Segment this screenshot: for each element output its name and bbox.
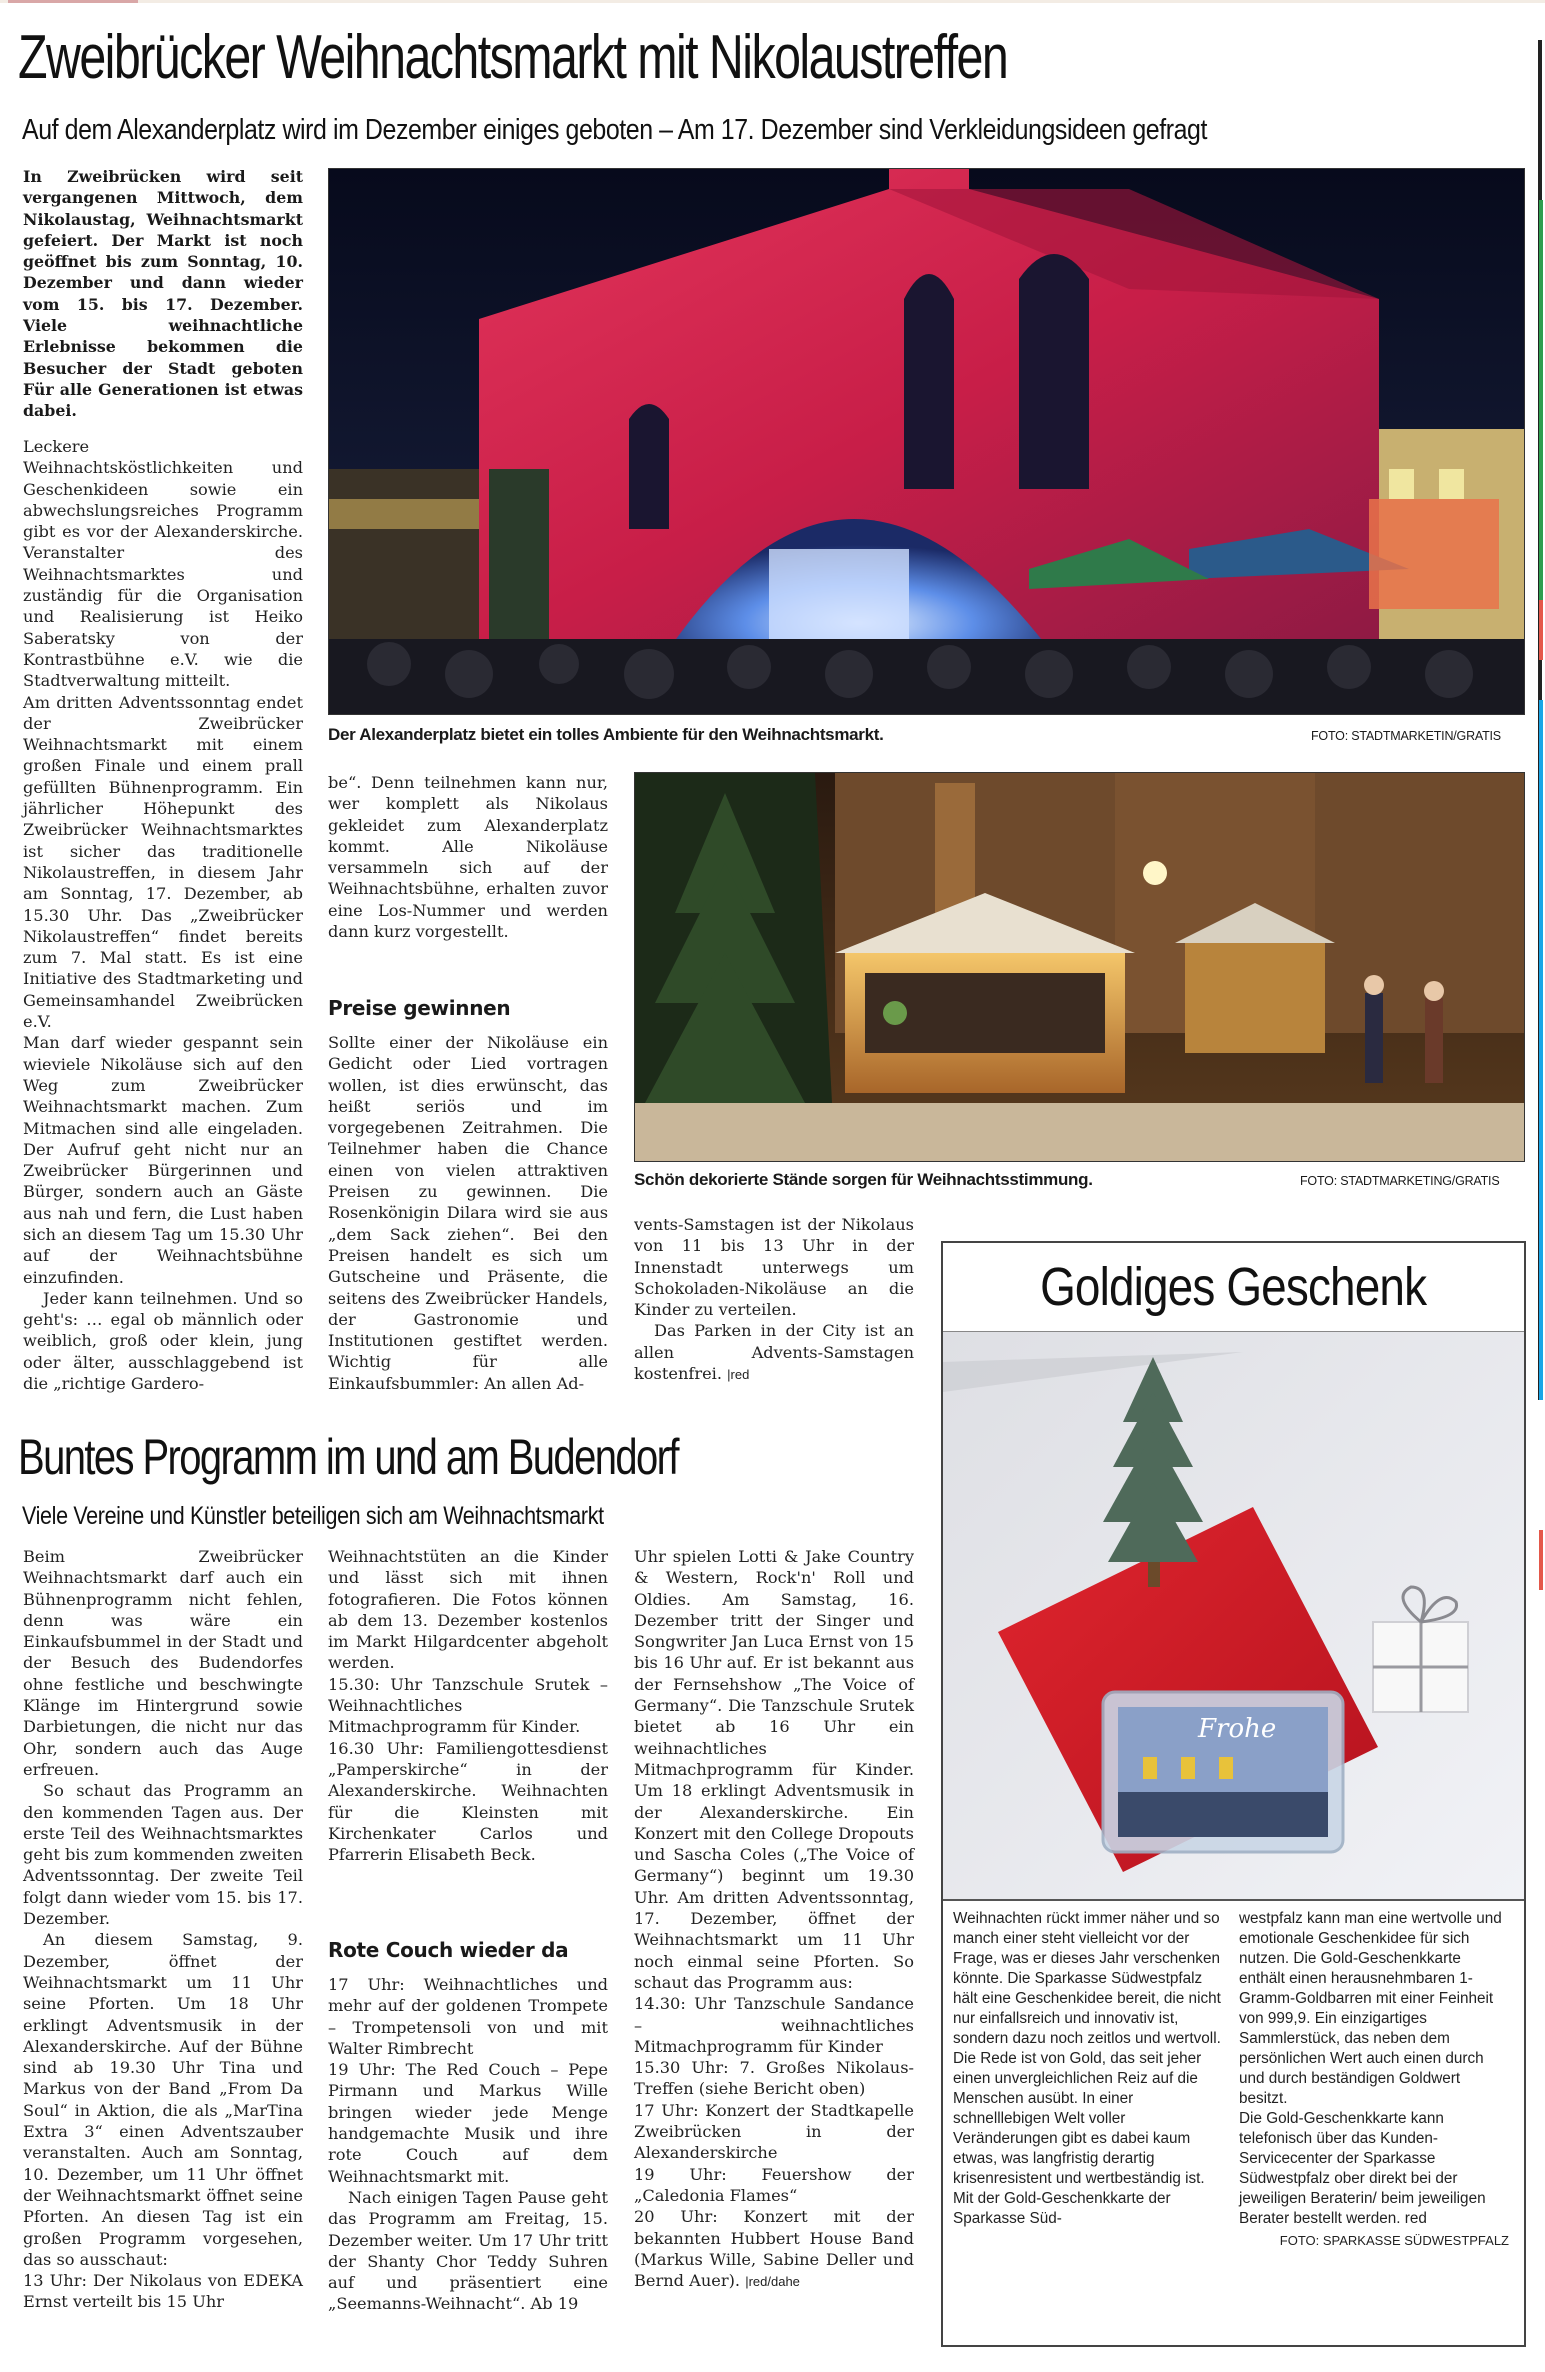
ad-photo-credit: FOTO: SPARKASSE SÜDWESTPFALZ [1279,2233,1509,2248]
article2-paragraph: 17 Uhr: Weihnachtliches und mehr auf der goldenen Trompete – Trompetensoli von und mit Walter Rimbrecht [328,1975,608,2058]
article1-paragraph-text: Das Parken in der City ist an allen Advents-Samstagen kostenfrei. [634,1321,914,1384]
article1-subheadline: Auf dem Alexanderplatz wird im Dezember einiges geboten – Am 17. Dezember sind Verkleidungsideen gefragt [22,114,1207,146]
photo-alexanderplatz-stage [328,168,1525,715]
page-edge-green-mark [1539,200,1543,600]
article2-paragraph: Beim Zweibrücker Weihnachtsmarkt darf auch ein Bühnenprogramm nicht fehlen, denn was wäre ein Einkaufsbummel in der Stadt und der Besuch des Budendorfes ohne festliche und beschwingte Klänge im Hintergrund sowie Darbietungen, die nicht nur das Ohr, sondern auch das Auge erfreuen. [23,1547,303,1779]
article2-paragraph: 16.30 Uhr: Familiengottesdienst „Pamperskirche“ in der Alexanderskirche. Weihnachten für die Kleinsten mit Kirchenkater Carlos und Pfarrerin Elisabeth Beck. [328,1738,608,1865]
article1-lead: In Zweibrücken wird seit vergangenen Mittwoch, dem Nikolaustag, Weihnachtsmarkt gefeiert. Der Markt ist noch geöffnet bis zum Sonntag, 10. Dezember und dann wieder vom 15. bis 17. Dezember. Viele weihnachtliche Erlebnisse bekommen die Besucher der Stadt geboten Für alle Generationen ist etwas dabei. [23,167,303,421]
ad-photo-gift [943,1332,1524,1901]
photo1-caption: Der Alexanderplatz bietet ein tolles Ambiente für den Weihnachtsmarkt. [328,725,884,744]
article1-paragraph: Am dritten Adventssonntag endet der Zweibrücker Weihnachtsmarkt mit einem großen Finale und einem prall gefüllten Bühnenprogramm. Ein jährlicher Höhepunkt des Zweibrücker Weihnachtsmarktes ist sicher das traditionelle Nikolaustreffen, in diesem Jahr am Sonntag, 17. Dezember, ab 15.30 Uhr. Das „Zweibrücker Nikolaustreffen“ findet bereits zum 7. Mal statt. Es ist eine Initiative des Stadtmarketing und Gemeinsamhandel Zweibrücken e.V. [23,692,303,1032]
article2-paragraph: 17 Uhr: Konzert der Stadtkapelle Zweibrücken in der Alexanderskirche [634,2100,914,2163]
article2-column-2 [328,1546,608,1865]
article2-column-3 [634,1546,914,2292]
ad-text-column-1 [953,1909,1223,2251]
article2-paragraph: 15.30: Uhr Tanzschule Srutek – Weihnachtliches Mitmachprogramm für Kinder. [328,1674,608,1737]
article2-paragraph: Uhr spielen Lotti & Jake Country & Western, Rock'n' Roll und Oldies. Am Samstag, 16. Dezember tritt der Singer und Songwriter Jan Luca Ernst von 15 bis 16 Uhr auf. Er ist bekannt aus der Fernsehshow „The Voice of Germany“. Die Tanzschule Srutek bietet ab 16 Uhr ein weihnachtliches Mitmachprogramm für Kinder. Um 18 erklingt Adventsmusik in der Alexanderskirche. Ein Konzert mit den College Dropouts und Sascha Coles („The Voice of Germany“) beginnt um 19.30 Uhr. Am dritten Adventssonntag, 17. Dezember, öffnet der Weihnachtsmarkt um 11 Uhr noch einmal seine Pforten. So schaut das Programm aus: [634,1547,914,1992]
photo2-caption: Schön dekorierte Stände sorgen für Weihnachtsstimmung. [634,1170,1093,1189]
subhead-preise-gewinnen: Preise gewinnen [328,996,511,1020]
article2-paragraph: Nach einigen Tagen Pause geht das Programm am Freitag, 15. Dezember weiter. Um 17 Uhr tritt der Shanty Chor Teddy Suhren auf und präsentiert eine „Seemanns-Weihnacht“. Ab 19 [328,2187,608,2314]
photo1-credit: FOTO: STADTMARKETIN/GRATIS [1311,729,1501,743]
article2-paragraph-text: 20 Uhr: Konzert mit der bekannten Hubbert House Band (Markus Wille, Sabine Deller und Bernd Auer). [634,2207,914,2291]
page-edge-red-mark [1539,600,1543,660]
article1-paragraph [634,1320,914,1385]
ad-title: Goldiges Geschenk [1040,1257,1427,1317]
article1-paragraph: Leckere Weihnachtsköstlichkeiten und Geschenkideen sowie ein abwechslungsreiches Programm gibt es vor der Alexanderskirche. Veranstalter des Weihnachtsmarktes und zuständig für die Organisation und Realisierung ist Heiko Saberatsky von der Kontrastbühne e.V. wie die Stadtverwaltung mitteilt. [23,437,303,691]
article2-headline: Buntes Programm im und am Budendorf [18,1429,678,1485]
article1-headline: Zweibrücker Weihnachtsmarkt mit Nikolaustreffen [18,23,1008,92]
ad-photo-gift-image [943,1332,1524,1899]
ad-text-column-2 [1239,1909,1509,2251]
article2-column-1 [23,1546,303,2313]
article1-signature: |red [727,1367,750,1383]
article2-subheadline: Viele Vereine und Künstler beteiligen sich am Weihnachtsmarkt [22,1502,604,1530]
ad-title-bar [943,1243,1524,1332]
page-edge-red-mark-2 [1539,1530,1543,1590]
photo-market-stalls-image [635,773,1524,1161]
article1-column-3 [634,1214,914,1385]
article2-signature: |red/dahe [745,2274,800,2290]
ad-box-goldiges-geschenk [941,1241,1526,2347]
article1-column-2-prizes [328,1032,608,1394]
photo-market-stalls [634,772,1525,1162]
ad-paragraph: Die Rede ist von Gold, das seit jeher einen unvergleichlichen Reiz auf die Menschen ausübt. In einer schnelllebigen Welt voller Veränderungen gibt es dabei kaum etwas, was langfristig derartig krisenresistent und wertbeständig ist. Mit der Gold-Geschenkkarte der Sparkasse Süd- [953,2050,1205,2227]
article1-column-1 [23,436,303,1394]
page-top-strip-image [8,0,138,3]
ad-paragraph: Weihnachten rückt immer näher und so manch einer steht vielleicht vor der Frage, was er dieses Jahr verschenken könnte. Die Sparkasse Südwestpfalz hält eine Geschenkidee bereit, die nicht nur einfallsreich und innovativ ist, sondern dazu noch zeitlos und wertvoll. [953,1910,1221,2047]
article1-column-2 [328,772,608,942]
article2-paragraph: 19 Uhr: The Red Couch – Pepe Pirmann und Markus Wille bringen wieder jede Menge handgemachte Musik und ihre rote Couch auf dem Weihnachtsmarkt mit. [328,2060,608,2186]
article2-paragraph: 13 Uhr: Der Nikolaus von EDEKA Ernst verteilt bis 15 Uhr [23,2271,303,2312]
photo-alexanderplatz-stage-image [329,169,1524,714]
article1-paragraph: Man darf wieder gespannt sein wieviele Nikoläuse sich auf den Weg zum Zweibrücker Weihnachtsmarkt machen. Zum Mitmachen sind alle eingeladen. Der Aufruf geht nicht nur an Zweibrücker Bürgerinnen und Bürger, sondern auch an Gäste aus nah und fern, die Lust haben sich an diesem Tag um 15.30 Uhr auf der Weihnachtsbühne einzufinden. [23,1033,303,1287]
article1-paragraph: Sollte einer der Nikoläuse ein Gedicht oder Lied vortragen wollen, ist dies erwünscht, das heißt seriös und im vorgegebenen Zeitrahmen. Die Teilnehmer haben die Chance einen von vielen attraktiven Preisen zu gewinnen. Die Rosenkönigin Dilara wird sie aus „dem Sack ziehen“. Bei den Preisen handelt es sich um Gutscheine und Präsente, die seitens des Zweibrücker Handels, der Gastronomie und Institutionen gestiftet werden. Wichtig für alle Einkaufsbummler: An allen Ad- [328,1033,608,1393]
article1-paragraph: Jeder kann teilnehmen. Und so geht's: … egal ob männlich oder weiblich, groß oder klein, jung oder älter, ausschlaggebend ist die „richtige Gardero- [23,1288,303,1394]
article2-paragraph: Weihnachtstüten an die Kinder und lässt sich mit ihnen fotografieren. Die Fotos können ab dem 13. Dezember kostenlos im Markt Hilgardcenter abgeholt werden. [328,1547,608,1673]
ad-paragraph: westpfalz kann man eine wertvolle und emotionale Geschenkidee für sich nutzen. Die Gold-Geschenkkarte enthält einen herausnehmbaren 1-Gramm-Goldbarren mit einer Feinheit von 999,9. Ein einzigartiges Sammlerstück, das neben dem persönlichen Wert auch einen durch und durch beständigen Goldwert besitzt. [1239,1910,1502,2107]
photo2-credit: FOTO: STADTMARKETING/GRATIS [1300,1174,1500,1188]
page-edge-blue-mark [1539,700,1543,1400]
article2-paragraph: 15.30 Uhr: 7. Großes Nikolaus-Treffen (siehe Bericht oben) [634,2058,914,2099]
ad-text-columns [943,1901,1524,2251]
article2-paragraph: So schaut das Programm an den kommenden Tagen aus. Der erste Teil des Weihnachtsmarktes geht bis zum kommenden zweiten Adventssonntag. Der zweite Teil folgt dann wieder vom 15. bis 17. Dezember. [23,1781,303,1929]
ad-photo-card-text: Frohe [1198,1714,1277,1744]
article2-paragraph [634,2206,914,2292]
article2-paragraph: An diesem Samstag, 9. Dezember, öffnet der Weihnachtsmarkt um 11 Uhr seine Pforten. Um 18 Uhr erklingt Adventsmusik in der Alexanderskirche. Auf der Bühne sind ab 19.30 Uhr Tina und Markus von der Band „From Da Soul“ in Aktion, die als „MarTina Extra 3“ einen Adventszauber veranstalten. Auch am Sonntag, 10. Dezember, um 11 Uhr öffnet der Weihnachtsmarkt öffnet seine Pforten. An diesen Tag ist ein großen Programm vorgesehen, das so ausschaut: [23,1930,303,2269]
article2-paragraph: 19 Uhr: Feuershow der „Caledonia Flames“ [634,2164,914,2205]
article1-paragraph: be“. Denn teilnehmen kann nur, wer komplett als Nikolaus gekleidet zum Alexanderplatz kommt. Alle Nikoläuse versammeln sich auf der Weihnachtsbühne, erhalten zuvor eine Los-Nummer und werden dann kurz vorgestellt. [328,773,608,942]
subhead-rote-couch: Rote Couch wieder da [328,1938,569,1962]
page-top-strip [0,0,1545,3]
article2-paragraph: 14.30: Uhr Tanzschule Sandance – weihnachtliches Mitmachprogramm für Kinder [634,1994,914,2056]
ad-paragraph: Die Gold-Geschenkkarte kann telefonisch über das Kunden-Servicecenter der Sparkasse Südwestpfalz ober direkt bei der jeweiligen Beraterin/ beim jeweiligen Berater bestellt werden. red [1239,2110,1486,2227]
article2-column-2-couch [328,1974,608,2315]
article1-paragraph: vents-Samstagen ist der Nikolaus von 11 bis 13 Uhr in der Innenstadt unterwegs um Schokoladen-Nikoläuse an die Kinder zu verteilen. [634,1215,914,1320]
